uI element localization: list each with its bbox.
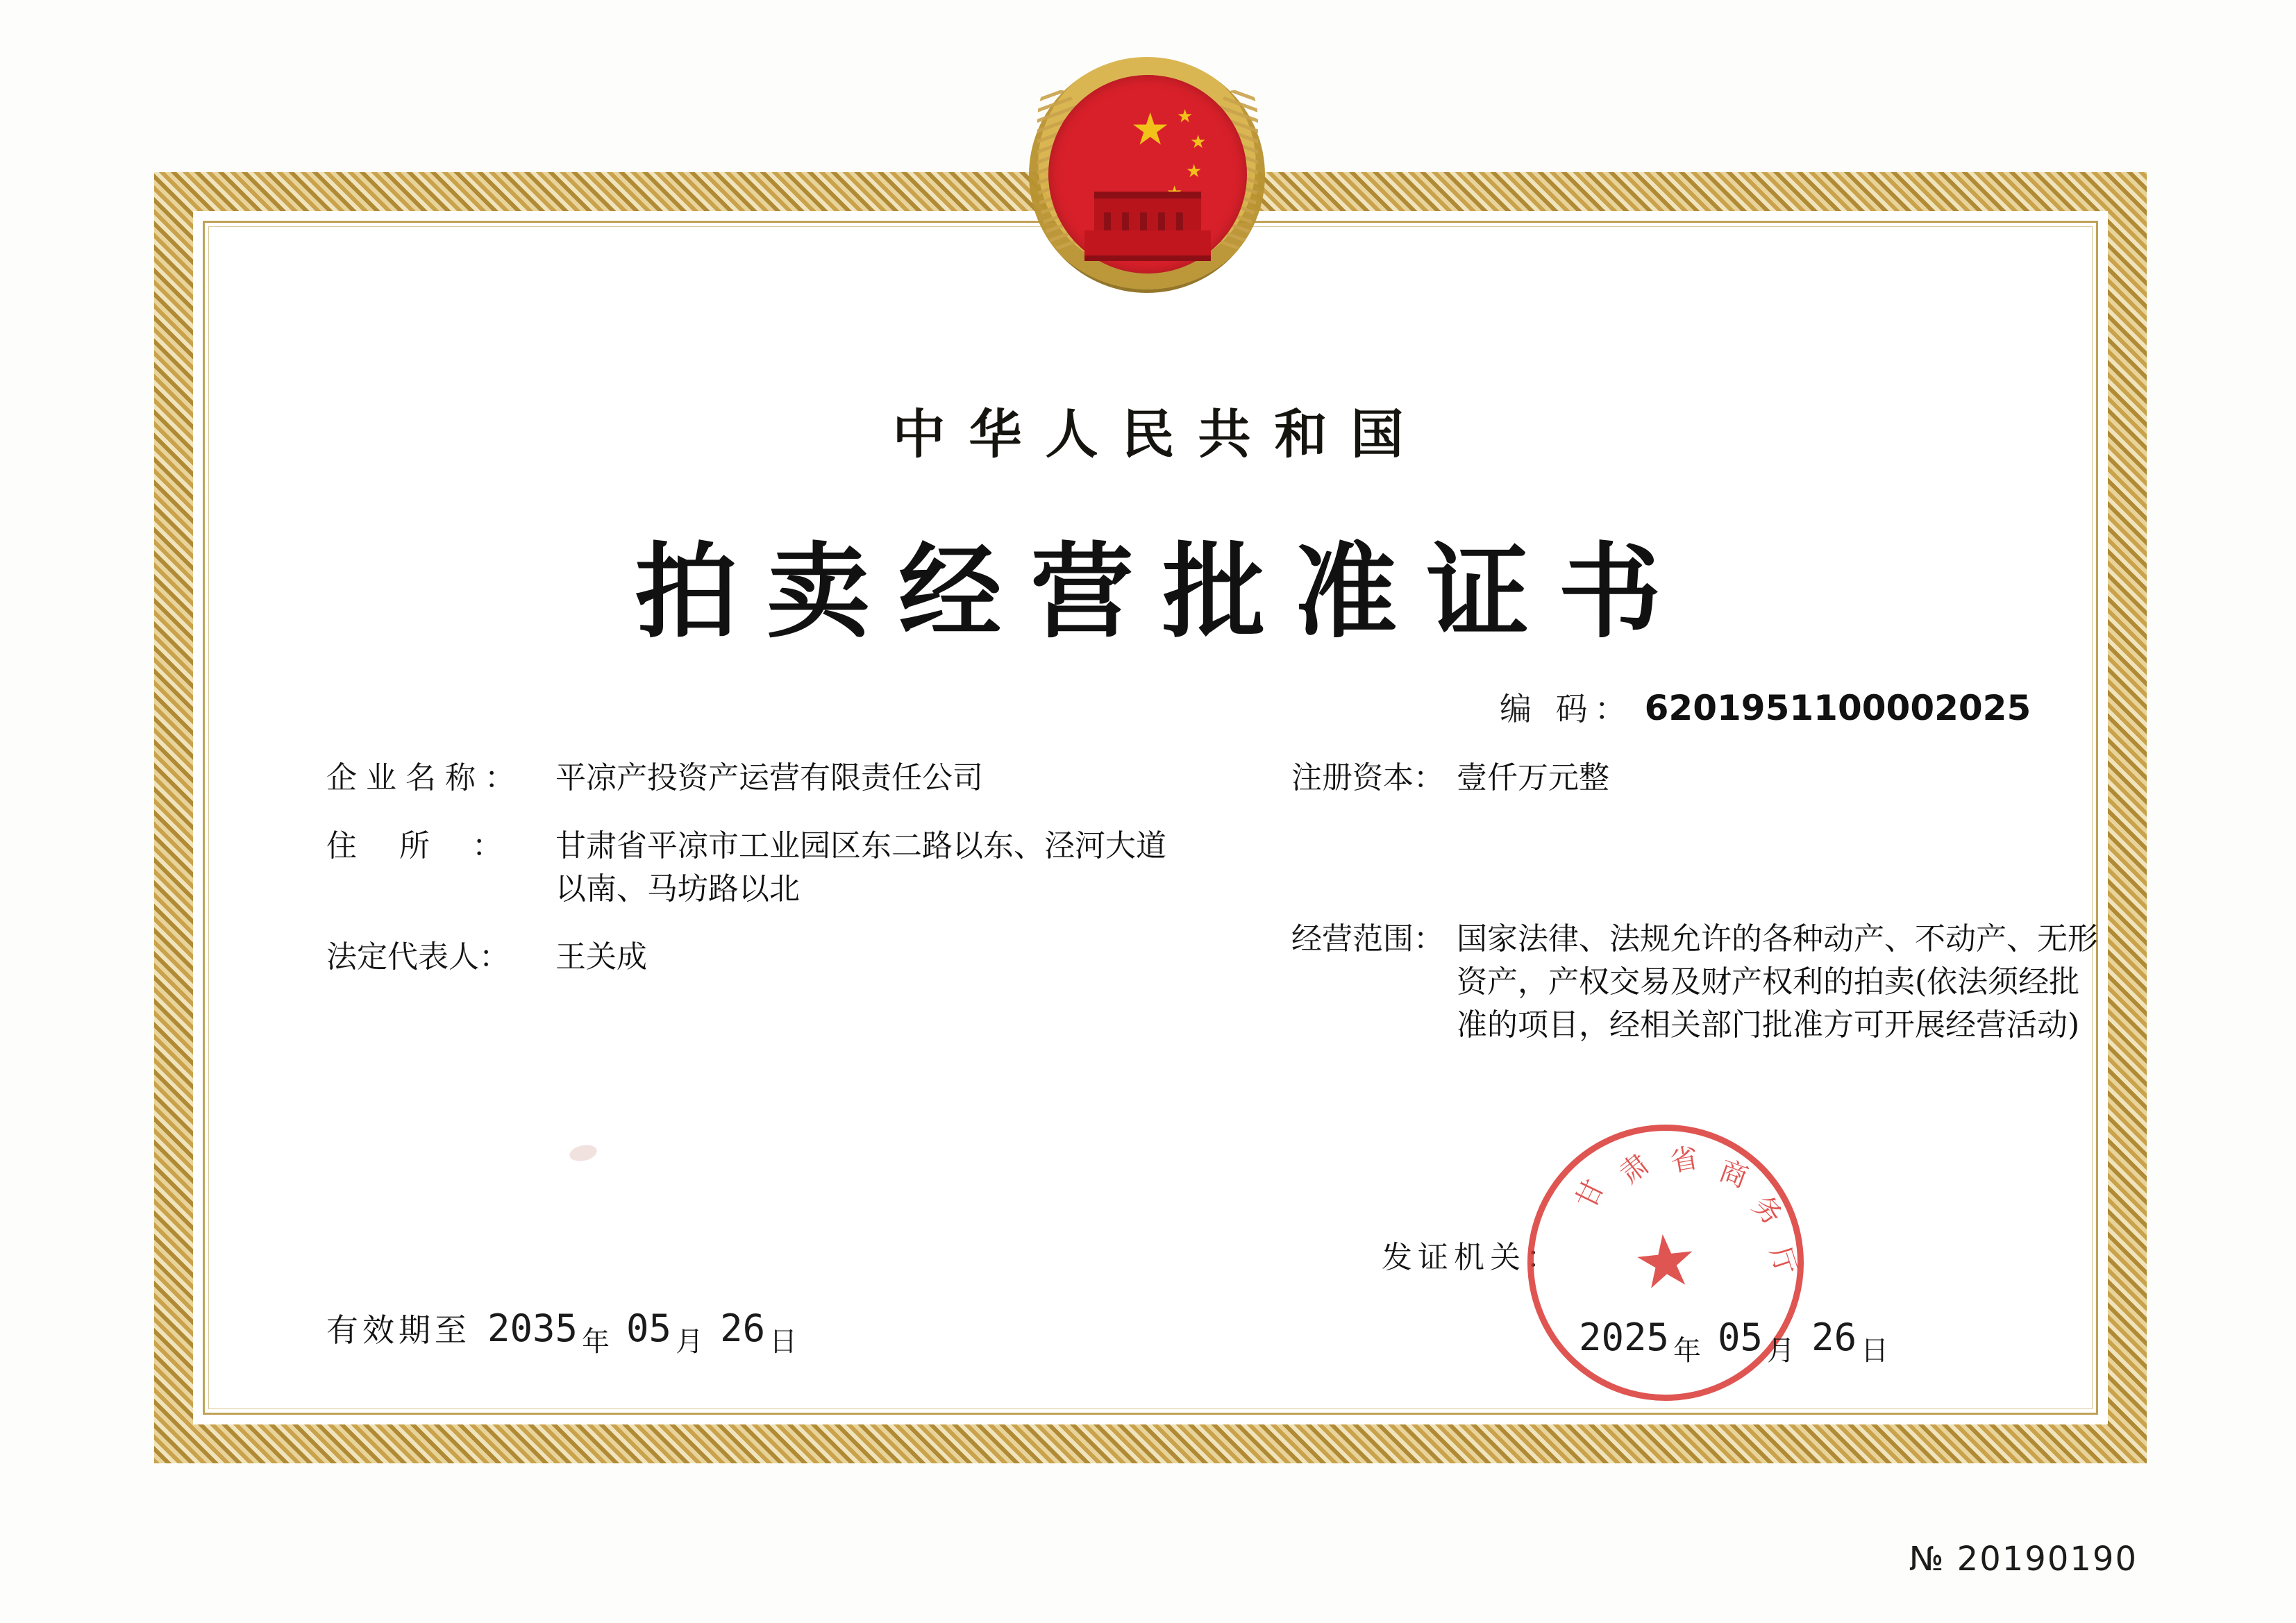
issue-day: 26 bbox=[1811, 1315, 1857, 1359]
business-scope-value: 国家法律、法规允许的各种动产、不动产、无形资产，产权交易及财产权利的拍卖(依法须经批准的项目，经相关部门批准方可开展经营活动) bbox=[1457, 921, 2098, 1043]
emblem-star-small-2: ★ bbox=[1190, 132, 1207, 152]
field-address bbox=[326, 825, 1257, 911]
fields-left-column bbox=[326, 757, 1257, 1004]
seal-star-icon: ★ bbox=[1629, 1219, 1702, 1306]
issuing-authority-label: 发证机关： bbox=[1382, 1240, 1562, 1275]
validity-day-unit: 日 bbox=[769, 1326, 798, 1358]
issue-day-unit: 日 bbox=[1861, 1335, 1889, 1367]
page-title: 拍卖经营批准证书 bbox=[635, 532, 1691, 652]
validity-label: 有效期至 bbox=[326, 1311, 471, 1349]
validity-year: 2035 bbox=[487, 1306, 578, 1350]
field-legal-representative bbox=[326, 936, 1257, 979]
issue-year-unit: 年 bbox=[1673, 1335, 1702, 1367]
validity-year-unit: 年 bbox=[582, 1326, 610, 1358]
enterprise-name-label: 企业名称： bbox=[326, 760, 524, 796]
certificate-code-row bbox=[1500, 684, 2031, 730]
emblem-star-small-3: ★ bbox=[1186, 161, 1203, 181]
emblem-star-small-1: ★ bbox=[1177, 106, 1193, 126]
issue-month-unit: 月 bbox=[1767, 1335, 1795, 1367]
registered-capital-label: 注册资本： bbox=[1291, 760, 1444, 796]
business-scope-label: 经营范围： bbox=[1291, 921, 1444, 957]
issue-year: 2025 bbox=[1579, 1315, 1670, 1359]
national-emblem-icon bbox=[1008, 42, 1286, 319]
legal-representative-label: 法定代表人： bbox=[326, 939, 510, 975]
certificate-code-label: 编 码： bbox=[1500, 690, 1634, 728]
validity-month-unit: 月 bbox=[676, 1326, 704, 1358]
enterprise-name-value: 平凉产投资产运营有限责任公司 bbox=[555, 760, 983, 796]
registered-capital-value: 壹仟万元整 bbox=[1457, 760, 1609, 796]
legal-representative-value: 王关成 bbox=[555, 939, 647, 975]
country-heading: 中华人民共和国 bbox=[892, 403, 1427, 465]
address-label: 住所： bbox=[326, 828, 503, 864]
validity-month: 05 bbox=[626, 1306, 672, 1350]
address-value: 甘肃省平凉市工业园区东二路以东、泾河大道以南、马坊路以北 bbox=[555, 828, 1166, 907]
certificate-code-value: 6201951100002025 bbox=[1644, 688, 2031, 728]
emblem-base bbox=[1084, 230, 1211, 261]
validity-day: 26 bbox=[720, 1306, 766, 1350]
emblem-star-large: ★ bbox=[1130, 105, 1171, 154]
footer-serial-number: № 20190190 bbox=[1909, 1540, 2138, 1579]
field-enterprise-name bbox=[326, 757, 1257, 800]
seal-text: 甘 肃 省 商 务 厅 bbox=[1570, 1142, 1803, 1279]
field-business-scope bbox=[1236, 918, 2111, 1047]
validity-date-row bbox=[326, 1305, 798, 1358]
issue-month: 05 bbox=[1718, 1315, 1763, 1359]
field-registered-capital bbox=[1236, 757, 2111, 800]
fields-right-column bbox=[1236, 757, 2111, 1072]
issue-date-row bbox=[1562, 1315, 1889, 1367]
